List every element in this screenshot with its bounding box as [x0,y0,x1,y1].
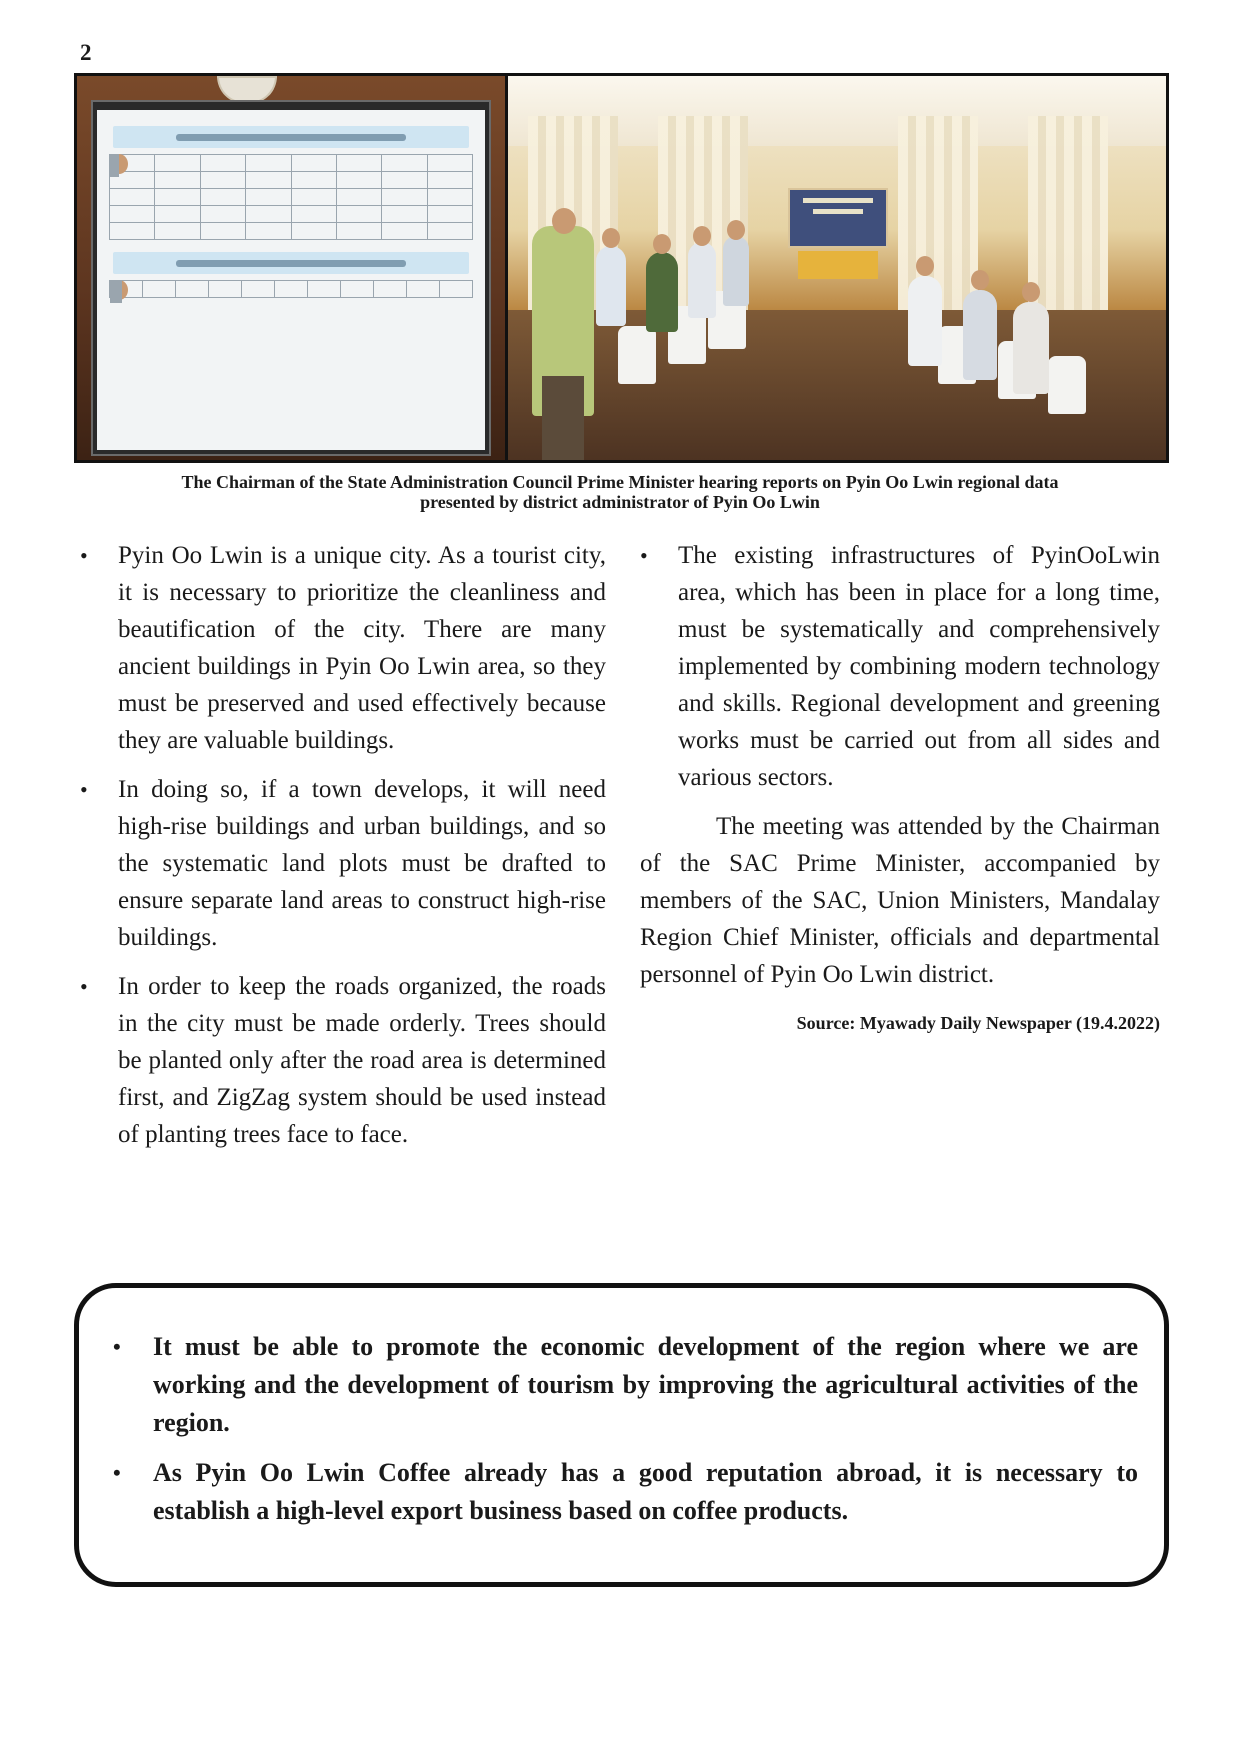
list-item [80,968,606,1153]
bullet-icon: • [80,974,88,999]
article-column-right [640,537,1160,1035]
source-credit: Source: Myawady Daily Newspaper (19.4.2022) [796,1013,1160,1033]
list-item [80,771,606,956]
slide-table-title [113,126,469,148]
caption-line-1: The Chairman of the State Administration Council Prime Minister hearing reports on Pyin Oo Lwin regional data [181,472,1059,492]
caption-line-2: presented by district administrator of Pyin Oo Lwin [420,492,820,512]
meeting-banner [788,188,888,248]
attendee-head [653,234,671,254]
projection-screen [93,102,489,454]
head-table [798,251,878,279]
bullet-icon: • [113,1460,121,1485]
figure-caption [90,472,1150,512]
highlight-callout-box [74,1283,1169,1587]
callout-item [103,1328,1138,1442]
page-number: 2 [80,40,92,65]
callout-item-text: As Pyin Oo Lwin Coffee already has a good reputation abroad, it is necessary to establish a high-level export business based on coffee products. [153,1458,1138,1525]
attendee [963,290,997,380]
bullet-icon: • [113,1334,121,1359]
chair [1048,356,1086,414]
attendee-head [971,270,989,290]
attendee-head [693,226,711,246]
callout-item [103,1454,1138,1530]
closing-paragraph: The meeting was attended by the Chairman of the SAC Prime Minister, accompanied by members of the SAC, Union Ministers, Mandalay Region Chief Minister, officials and departmental personnel of Pyin Oo Lwin district. [640,813,1160,988]
slide-table-title-2 [113,252,469,274]
attendee [1013,302,1049,394]
callout-item-text: It must be able to promote the economic development of the region where we are working and the development of tourism by improving the agricultural activities of the region. [153,1332,1138,1437]
slide-data-table-2 [109,280,473,298]
attendee-head [1022,282,1040,302]
list-item-text: In doing so, if a town develops, it will need high-rise buildings and urban buildings, and so the systematic land plots must be drafted to ensure separate land areas to construct high-rise buildings. [118,776,606,951]
bullet-icon: • [80,777,88,802]
list-item-text: In order to keep the roads organized, the roads in the city must be made orderly. Trees should be planted only after the road area is determined first, and ZigZag system should be used instead of planting trees face to face. [118,973,606,1148]
attendee [596,246,626,326]
presenter-head [552,208,576,234]
list-item [80,537,606,759]
list-item-text: The existing infrastructures of PyinOoLwin area, which has been in place for a long time, must be systematically and comprehensively implemented by combining modern technology and skills. Regional development and greening works must be carried out from all sides and various sectors. [678,542,1160,791]
presentation-screen-photo [77,76,505,460]
attendee [688,242,716,318]
attendee-head [916,256,934,276]
list-item [640,537,1160,796]
wall-clock [217,76,277,104]
bullet-icon: • [640,543,648,568]
attendee [908,276,942,366]
chair [618,326,656,384]
meeting-room-photo [508,76,1166,460]
bullet-icon: • [80,543,88,568]
slide-data-table [109,154,473,240]
attendee-head [727,220,745,240]
attendee [646,252,678,332]
list-item-text: Pyin Oo Lwin is a unique city. As a tourist city, it is necessary to prioritize the cleanliness and beautification of the city. There are many ancient buildings in Pyin Oo Lwin area, so they must be preserved and used effectively because they are valuable buildings. [118,542,606,754]
attendee-head [602,228,620,248]
photo-strip [74,73,1169,463]
article-column-left [80,537,606,1165]
attendee [723,236,749,306]
curtain [1028,116,1108,326]
presenter-longyi [542,376,584,460]
